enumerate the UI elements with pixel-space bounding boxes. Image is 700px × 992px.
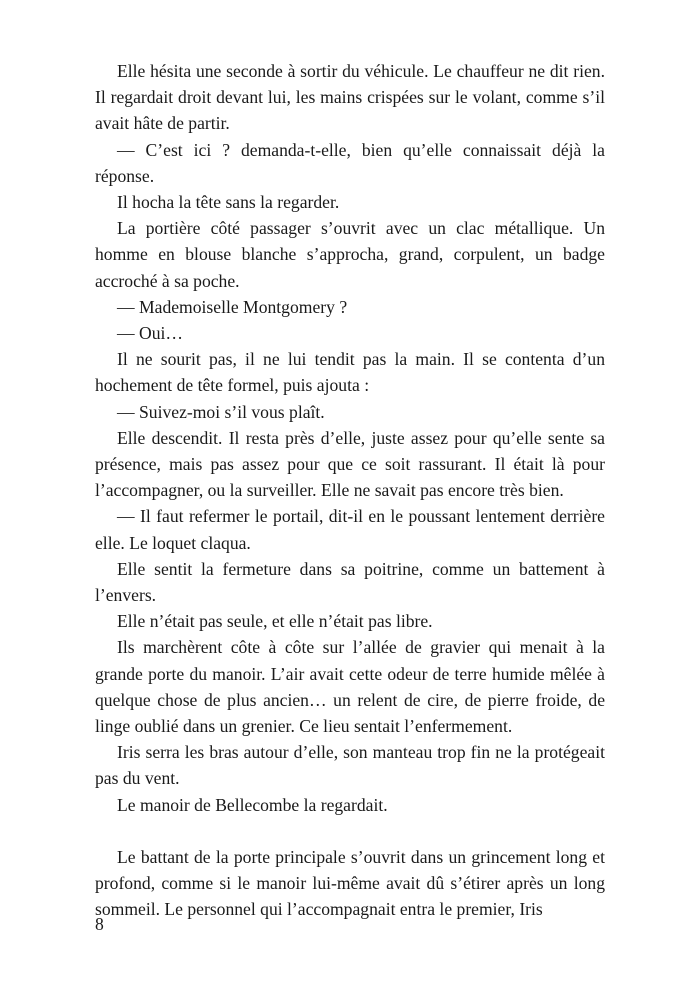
- paragraph: — Oui…: [117, 323, 183, 344]
- paragraph: — Il faut refermer le portail, dit-il en le poussant lentement derrière elle. Le loquet claqua.: [95, 506, 605, 553]
- paragraph: Le manoir de Bellecombe la regardait.: [117, 794, 388, 815]
- paragraph: — Mademoiselle Montgomery ?: [117, 296, 348, 317]
- paragraph: Elle n’était pas seule, et elle n’était pas libre.: [117, 611, 433, 632]
- section-break: [95, 818, 605, 844]
- paragraph: Elle descendit. Il resta près d’elle, juste assez pour qu’elle sente sa présence, mais pas assez pour que ce soit rassurant. Il était là pour l’accompagner, ou la surveiller. Elle ne savait pas encore très bien.: [95, 427, 605, 501]
- page-number: 8: [95, 914, 104, 934]
- paragraph: — Suivez-moi s’il vous plaît.: [117, 401, 325, 422]
- paragraph: Elle hésita une seconde à sortir du véhicule. Le chauffeur ne dit rien. Il regardait droit devant lui, les mains crispées sur le volant, comme s’il avait hâte de partir.: [95, 61, 605, 134]
- paragraph: La portière côté passager s’ouvrit avec un clac métallique. Un homme en blouse blanche s’approcha, grand, corpulent, un badge accroché à sa poche.: [95, 218, 605, 291]
- paragraph: Iris serra les bras autour d’elle, son manteau trop fin ne la protégeait pas du vent.: [95, 742, 605, 789]
- paragraph: Il ne sourit pas, il ne lui tendit pas la main. Il se contenta d’un hochement de tête formel, puis ajouta :: [95, 349, 605, 396]
- paragraph: Le battant de la porte principale s’ouvrit dans un grincement long et profond, comme si le manoir lui-même avait dû s’étirer après un long sommeil. Le personnel qui l’accompagnait entra le premier, Iris: [95, 846, 605, 920]
- paragraph: — C’est ici ? demanda-t-elle, bien qu’elle connaissait déjà la réponse.: [95, 139, 605, 186]
- paragraph: Elle sentit la fermeture dans sa poitrine, comme un battement à l’envers.: [95, 558, 605, 606]
- paragraph: Ils marchèrent côte à côte sur l’allée de gravier qui menait à la grande porte du manoir. L’air avait cette odeur de terre humide mêlée à quelque chose de plus ancien… un relent de cire, de pierre froide, de linge oublié dans un grenier. Ce lieu sentait l’enfermement.: [95, 637, 605, 737]
- body-text: [95, 58, 605, 923]
- paragraph: Il hocha la tête sans la regarder.: [117, 192, 340, 213]
